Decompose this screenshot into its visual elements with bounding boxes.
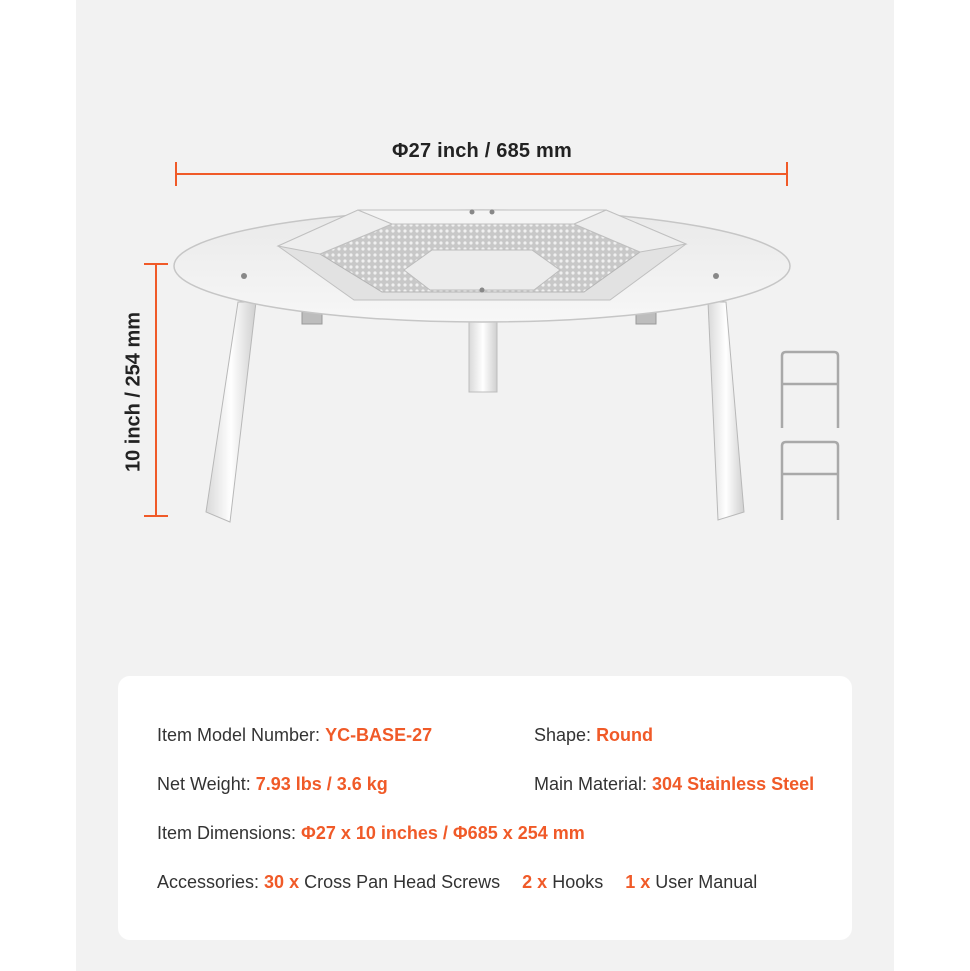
spec-accessories bbox=[157, 872, 779, 893]
width-dimension-line bbox=[176, 162, 787, 186]
accessory-screws bbox=[264, 872, 500, 893]
accessory-hooks bbox=[522, 872, 603, 893]
hook-icon bbox=[782, 442, 838, 520]
spec-dimensions bbox=[157, 823, 585, 844]
spec-material bbox=[534, 774, 814, 795]
spec-weight-value: 7.93 lbs / 3.6 kg bbox=[255, 774, 388, 794]
spec-shape-value: Round bbox=[596, 725, 654, 745]
spec-accessories-label: Accessories: bbox=[157, 872, 265, 892]
spec-shape-label: Shape: bbox=[534, 725, 597, 745]
accessory-qty: 1 x bbox=[625, 872, 651, 892]
center-leg bbox=[469, 316, 497, 392]
spec-model-value: YC-BASE-27 bbox=[325, 725, 433, 745]
spec-material-label: Main Material: bbox=[534, 774, 653, 794]
accessory-name: Cross Pan Head Screws bbox=[299, 872, 501, 892]
width-dimension-label: Φ27 inch / 685 mm bbox=[392, 140, 572, 162]
spec-dimensions-value: Φ27 x 10 inches / Φ685 x 254 mm bbox=[301, 823, 585, 843]
accessory-name: User Manual bbox=[650, 872, 758, 892]
height-dimension-label: 10 inch / 254 mm bbox=[122, 311, 145, 473]
spec-model bbox=[157, 725, 432, 746]
right-leg bbox=[708, 302, 744, 520]
height-dimension-line bbox=[144, 264, 168, 516]
spec-shape bbox=[534, 725, 653, 746]
accessory-manual bbox=[625, 872, 757, 893]
spec-weight bbox=[157, 774, 388, 795]
spec-material-value: 304 Stainless Steel bbox=[652, 774, 815, 794]
spec-dimensions-label: Item Dimensions: bbox=[157, 823, 302, 843]
accessory-qty: 2 x bbox=[522, 872, 548, 892]
spec-weight-label: Net Weight: bbox=[157, 774, 256, 794]
spec-card bbox=[118, 676, 852, 940]
accessory-qty: 30 x bbox=[264, 872, 300, 892]
spec-model-label: Item Model Number: bbox=[157, 725, 326, 745]
hook-icon bbox=[782, 352, 838, 428]
left-leg bbox=[206, 302, 256, 522]
table-top bbox=[174, 210, 790, 323]
accessory-name: Hooks bbox=[547, 872, 604, 892]
